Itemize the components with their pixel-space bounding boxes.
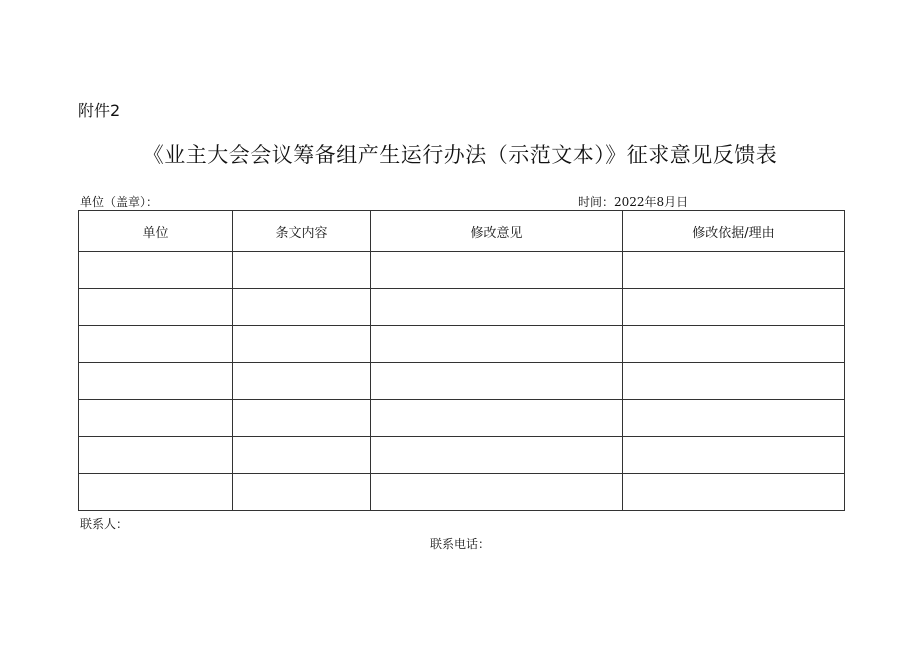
document-title: 《业主大会会议筹备组产生运行办法（示范文本）》征求意见反馈表 bbox=[142, 143, 778, 167]
table-cell[interactable] bbox=[233, 326, 371, 363]
contact-phone-label: 联系电话： bbox=[430, 537, 491, 551]
table-cell[interactable] bbox=[79, 437, 233, 474]
table-cell[interactable] bbox=[623, 363, 845, 400]
table-row bbox=[79, 474, 845, 511]
table-cell[interactable] bbox=[371, 474, 623, 511]
table-cell[interactable] bbox=[623, 474, 845, 511]
header-clause-content: 条文内容 bbox=[233, 211, 371, 252]
table-row bbox=[79, 326, 845, 363]
table-cell[interactable] bbox=[79, 363, 233, 400]
table-cell[interactable] bbox=[371, 400, 623, 437]
table-cell[interactable] bbox=[233, 400, 371, 437]
table-cell[interactable] bbox=[79, 289, 233, 326]
table-cell[interactable] bbox=[233, 289, 371, 326]
table-cell[interactable] bbox=[623, 326, 845, 363]
table-cell[interactable] bbox=[79, 474, 233, 511]
table-cell[interactable] bbox=[371, 252, 623, 289]
table-cell[interactable] bbox=[233, 437, 371, 474]
header-revision-basis: 修改依据/理由 bbox=[623, 211, 845, 252]
header-unit: 单位 bbox=[79, 211, 233, 252]
table-cell[interactable] bbox=[79, 252, 233, 289]
table-row bbox=[79, 252, 845, 289]
table-cell[interactable] bbox=[79, 400, 233, 437]
feedback-table bbox=[78, 210, 845, 511]
table-row bbox=[79, 400, 845, 437]
table-cell[interactable] bbox=[623, 289, 845, 326]
unit-seal-label: 单位（盖章）： bbox=[80, 195, 159, 209]
table-cell[interactable] bbox=[623, 400, 845, 437]
table-row bbox=[79, 437, 845, 474]
table-header-row bbox=[79, 211, 845, 252]
table-cell[interactable] bbox=[79, 326, 233, 363]
table-row bbox=[79, 289, 845, 326]
table-cell[interactable] bbox=[623, 437, 845, 474]
header-revision-opinion: 修改意见 bbox=[371, 211, 623, 252]
table-cell[interactable] bbox=[233, 363, 371, 400]
attachment-label: 附件2 bbox=[78, 101, 121, 120]
table-cell[interactable] bbox=[371, 363, 623, 400]
table-cell[interactable] bbox=[623, 252, 845, 289]
contact-person-label: 联系人： bbox=[80, 517, 129, 531]
table-row bbox=[79, 363, 845, 400]
table-cell[interactable] bbox=[233, 474, 371, 511]
table-cell[interactable] bbox=[233, 252, 371, 289]
time-label: 时间：2022年8月日 bbox=[578, 195, 689, 209]
table-cell[interactable] bbox=[371, 326, 623, 363]
table-cell[interactable] bbox=[371, 289, 623, 326]
table-cell[interactable] bbox=[371, 437, 623, 474]
